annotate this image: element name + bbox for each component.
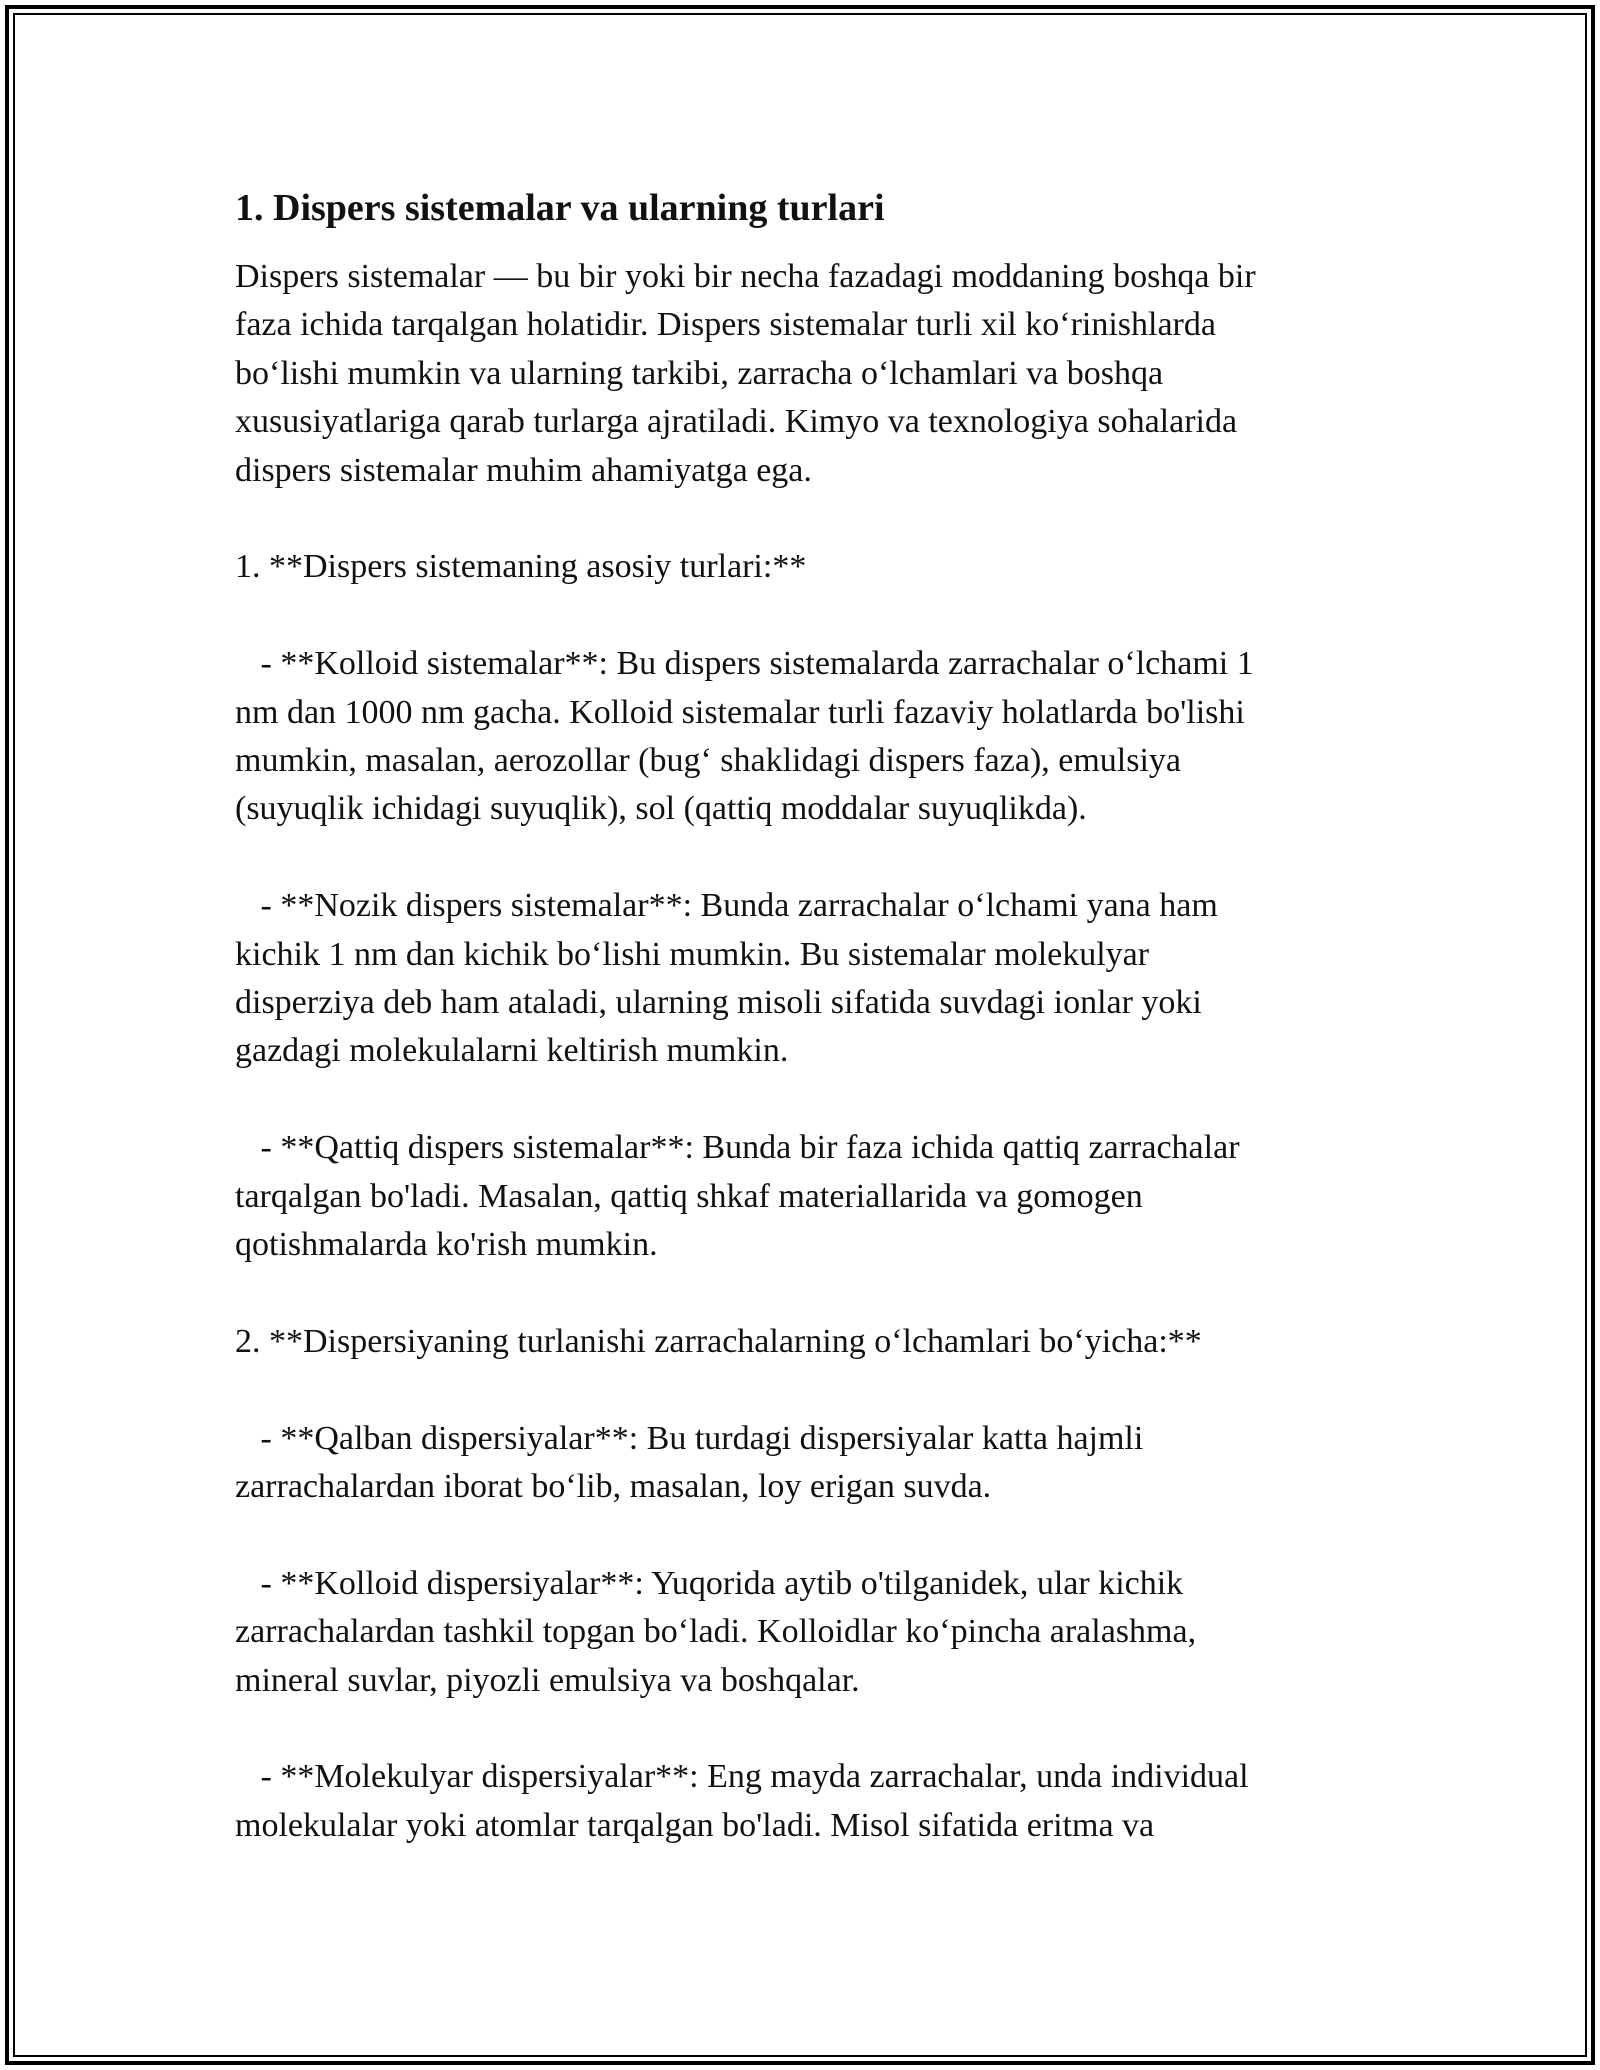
section-1-heading: 1. **Dispers sistemaning asosiy turlari:** (235, 548, 807, 586)
list-item-qattiq-dispers-sistemalar: - **Qattiq dispers sistemalar**: Bunda bir faza ichida qattiq zarrachalar tarqalgan bo'ladi. Masalan, qattiq shkaf materiallarida va gomogen qotishmalarda ko'rish mumkin. (235, 1129, 1240, 1264)
section-2-heading: 2. **Dispersiyaning turlanishi zarrachalarning o‘lchamlari bo‘yicha:** (235, 1322, 1202, 1360)
list-item-kolloid-dispersiyalar: - **Kolloid dispersiyalar**: Yuqorida aytib o'tilganidek, ular kichik zarrachalardan tashkil topgan bo‘ladi. Kolloidlar ko‘pincha aralashma, mineral suvlar, piyozli emulsiya va boshqalar. (235, 1564, 1197, 1699)
list-item-qalban-dispersiyalar: - **Qalban dispersiyalar**: Bu turdagi dispersiyalar katta hajmli zarrachalardan iborat bo‘lib, masalan, loy erigan suvda. (235, 1419, 1144, 1506)
document-body (235, 180, 1365, 1850)
document-title: 1. Dispers sistemalar va ularning turlari (235, 187, 885, 229)
list-item-molekulyar-dispersiyalar: - **Molekulyar dispersiyalar**: Eng mayda zarrachalar, unda individual molekulalar yoki atomlar tarqalgan bo'ladi. Misol sifatida eritma va (235, 1758, 1249, 1844)
list-item-kolloid-sistemalar: - **Kolloid sistemalar**: Bu dispers sistemalarda zarrachalar o‘lchami 1 nm dan 1000 nm gacha. Kolloid sistemalar turli fazaviy holatlarda bo'lishi mumkin, masalan, aerozollar (bug‘ shaklidagi dispers faza), emulsiya (suyuqlik ichidagi suyuqlik), sol (qattiq moddalar suyuqlikda). (235, 645, 1254, 828)
list-item-nozik-dispers-sistemalar: - **Nozik dispers sistemalar**: Bunda zarrachalar o‘lchami yana ham kichik 1 nm dan kichik bo‘lishi mumkin. Bu sistemalar molekulyar disperziya deb ham ataladi, ularning misoli sifatida suvdagi ionlar yoki gazdagi molekulalarni keltirish mumkin. (235, 887, 1218, 1070)
intro-paragraph: Dispers sistemalar — bu bir yoki bir necha fazadagi moddaning boshqa bir faza ichida tarqalgan holatidir. Dispers sistemalar turli xil ko‘rinishlarda bo‘lishi mumkin va ularning tarkibi, zarracha o‘lchamlari va boshqa xususiyatlariga qarab turlarga ajratiladi. Kimyo va texnologiya sohalarida dispers sistemalar muhim ahamiyatga ega. (235, 258, 1256, 489)
